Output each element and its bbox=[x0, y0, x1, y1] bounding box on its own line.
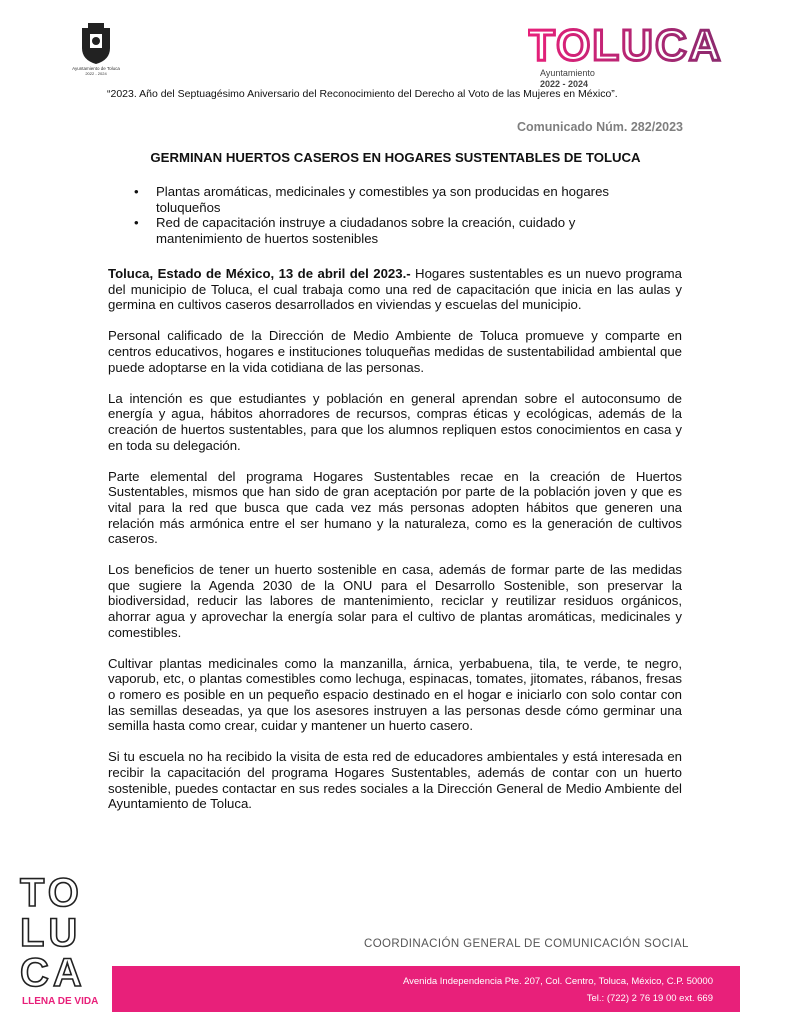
paragraph bbox=[108, 266, 682, 313]
tagline: LLENA DE VIDA bbox=[22, 996, 99, 1007]
footer-bar bbox=[112, 966, 740, 1012]
coordinacion-label: COORDINACIÓN GENERAL DE COMUNICACIÓN SOCIAL bbox=[364, 938, 689, 950]
dateline: Toluca, Estado de México, 13 de abril del 2023.- bbox=[108, 266, 411, 281]
article-body bbox=[108, 266, 682, 827]
paragraph: Cultivar plantas medicinales como la manzanilla, árnica, yerbabuena, tila, te verde, te negro, vaporub, etc, o plantas comestibles como lechuga, espinacas, tomates, jitomates, rábanos, fresas o romero es posible en un pequeño espacio destinado en el hogar e iniciarlo con solo contar con las semillas deseadas, ya que los asesores instruyen a las personas desde cómo germinar una semilla hasta como crear, cuidar y mantener un huerto casero. bbox=[108, 655, 682, 734]
headline: GERMINAN HUERTOS CASEROS EN HOGARES SUSTENTABLES DE TOLUCA bbox=[150, 150, 641, 165]
paragraph: La intención es que estudiantes y población en general aprendan sobre el autoconsumo de energía y agua, hábitos ahorradores de recursos, compras éticas y ecológicas, además de la creación de huertos sustentables, para que los alumnos repliquen estos conocimientos en casa y en toda su delegación. bbox=[108, 390, 682, 453]
motto: “2023. Año del Septuagésimo Aniversario del Reconocimiento del Derecho al Voto de las Mujeres en México”. bbox=[107, 88, 618, 100]
address: Avenida Independencia Pte. 207, Col. Centro, Toluca, México, C.P. 50000 bbox=[402, 976, 713, 987]
seal-caption: Ayuntamiento de Toluca bbox=[72, 66, 120, 71]
municipal-seal bbox=[60, 22, 132, 88]
bullet-item: • Plantas aromáticas, medicinales y comestibles ya son producidas en hogares toluqueños bbox=[134, 184, 654, 215]
paragraph: Los beneficios de tener un huerto sostenible en casa, además de formar parte de las medidas que sugiere la Agenda 2030 de la ONU para el Desarrollo Sostenible, son preservar la biodiversidad, reducir las labores de mantenimiento, reciclar y reutilizar residuos orgánicos, ahorrar agua y aprovechar la energía solar para el cultivo de plantas aromáticas, medicinales y comestibles. bbox=[108, 562, 682, 640]
toluca-stacked-logo bbox=[18, 870, 106, 1010]
logo-line: LU bbox=[20, 911, 82, 955]
paragraph: Si tu escuela no ha recibido la visita de esta red de educadores ambientales y está interesada en recibir la capacitación del programa Hogares Sustentables, además de contar con un huerto sostenible, puedes contactar en sus redes sociales a la Dirección General de Medio Ambiente del Ayuntamiento de Toluca. bbox=[108, 749, 682, 812]
paragraph: Parte elemental del programa Hogares Sustentables recae en la creación de Huertos Sustentables, mismos que han sido de gran aceptación por parte de la población joven y que es vital para la red que busca que cada vez más personas adopten hábitos que generen una relación más armónica entre el ser humano y la naturaleza, como es la generación de cultivos caseros. bbox=[108, 468, 682, 547]
logo-line: TO bbox=[20, 871, 83, 915]
comunicado-number: Comunicado Núm. 282/2023 bbox=[516, 120, 683, 134]
coat-of-arms-icon bbox=[76, 22, 116, 66]
logo-subtitle: Ayuntamiento bbox=[540, 68, 595, 78]
logo-years: 2022 - 2024 bbox=[540, 79, 589, 89]
logo-wordmark: TOLUCA bbox=[528, 22, 723, 70]
paragraph: Personal calificado de la Dirección de Medio Ambiente de Toluca promueve y comparte en centros educativos, hogares e instituciones toluqueñas medidas de sustentabilidad ambiental que puede adoptarse en la vida cotidiana de las personas. bbox=[108, 328, 682, 375]
paragraph-text: Hogares sustentables es un nuevo programa del municipio de Toluca, el cual trabaja como una red de capacitación que inicia en las aulas y germina en cultivos caseros desarrollados en viviendas y escuelas del municipio. bbox=[108, 266, 682, 313]
phone: Tel.: (722) 2 76 19 00 ext. 669 bbox=[586, 993, 713, 1004]
logo-line: CA bbox=[20, 951, 86, 995]
seal-years: 2022 - 2024 bbox=[85, 71, 107, 76]
bullet-item: • Red de capacitación instruye a ciudadanos sobre la creación, cuidado y mantenimiento de huertos sostenibles bbox=[134, 215, 654, 246]
summary-bullets bbox=[134, 184, 654, 246]
